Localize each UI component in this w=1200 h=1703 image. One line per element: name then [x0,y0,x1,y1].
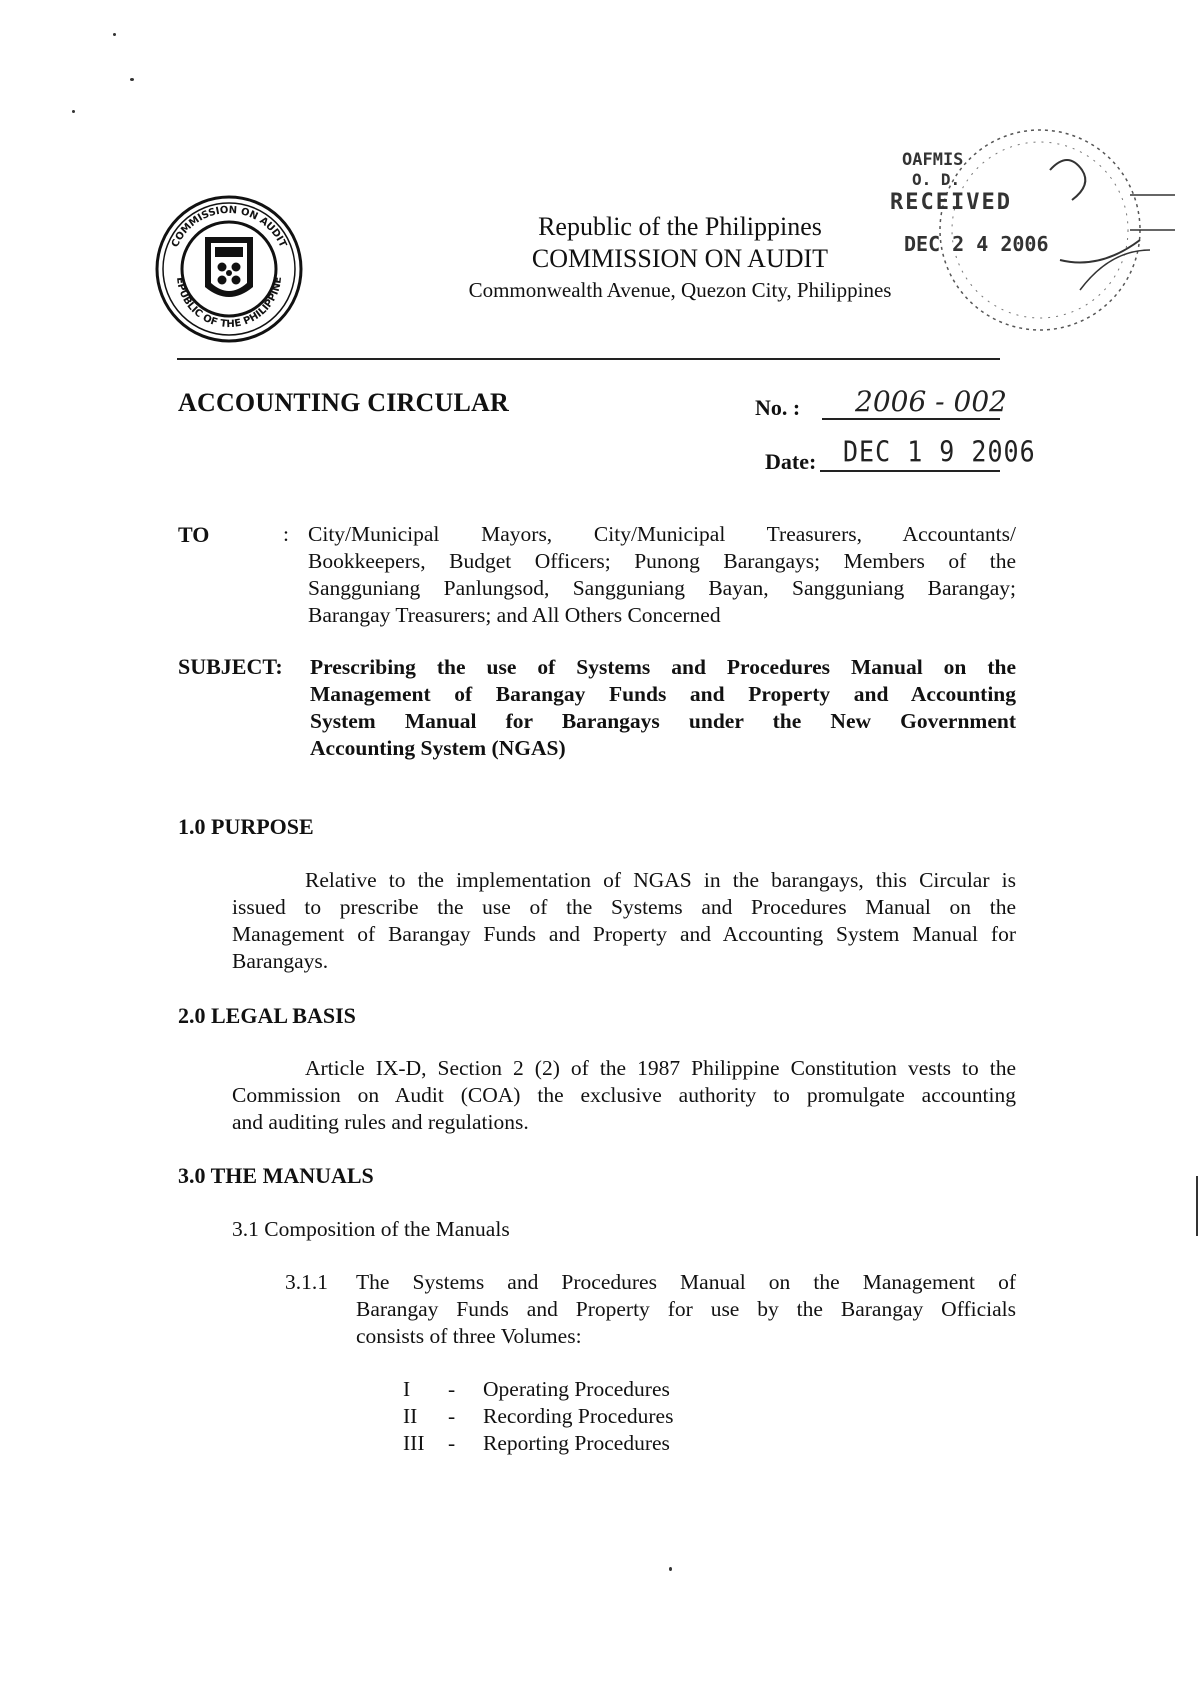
legal-line-3: and auditing rules and regulations. [232,1110,529,1134]
volume-dash: - [448,1377,456,1401]
manuals-item-line-1: The Systems and Procedures Manual on the Management of [356,1270,1016,1294]
stamp-line-4: DEC 2 4 2006 [904,232,1049,256]
to-line-2: Bookkeepers, Budget Officers; Punong Barangays; Members of the [308,549,1016,573]
circular-no-underline [822,418,1000,420]
manuals-item-number: 3.1.1 [285,1270,328,1294]
to-colon: : [283,522,289,546]
manuals-composition-heading: 3.1 Composition of the Manuals [232,1217,510,1241]
header-commission: COMMISSION ON AUDIT [531,244,829,273]
subject-line-2: Management of Barangay Funds and Property and Accounting [310,682,1016,706]
volume-dash: - [448,1404,456,1428]
stamp-line-1: OAFMIS [902,150,964,170]
to-line-3: Sangguniang Panlungsod, Sangguniang Bayan, Sangguniang Barangay; [308,576,1016,600]
subject-line-1: Prescribing the use of Systems and Procedures Manual on the [310,655,1016,679]
purpose-line-4: Barangays. [232,949,329,973]
volume-number: III [403,1431,425,1455]
manuals-item-line-3: consists of three Volumes: [356,1324,582,1348]
circular-date-value: DEC 1 9 2006 [843,434,1036,469]
legal-line-2: Commission on Audit (COA) the exclusive authority to promulgate accounting [232,1083,1016,1107]
circular-no-value: 2006 - 002 [855,385,1007,418]
subject-label: SUBJECT: [178,654,283,679]
to-line-4: Barangay Treasurers; and All Others Concerned [308,603,721,627]
purpose-line-1: Relative to the implementation of NGAS in the barangays, this Circular is [305,868,1016,892]
stamp-line-2: O. D. [912,170,961,189]
header-address: Commonwealth Avenue, Quezon City, Philippines [468,278,892,302]
to-line-1: City/Municipal Mayors, City/Municipal Treasurers, Accountants/ [308,522,1016,546]
volume-number: I [403,1377,411,1401]
volume-name: Reporting Procedures [483,1431,670,1455]
svg-text:REPUBLIC OF THE PHILIPPINES: EPUBLIC OF THE PHILIPPINE [173,276,285,331]
section-legal-heading: 2.0 LEGAL BASIS [178,1003,356,1028]
volume-name: Recording Procedures [483,1404,674,1428]
legal-line-1: Article IX-D, Section 2 (2) of the 1987 Philippine Constitution vests to the [305,1056,1016,1080]
volume-number: II [403,1404,418,1428]
subject-line-4: Accounting System (NGAS) [310,736,566,760]
purpose-line-3: Management of Barangay Funds and Property and Accounting System Manual for [232,922,1016,946]
purpose-line-2: issued to prescribe the use of the Systems and Procedures Manual on the [232,895,1016,919]
received-stamp-icon [880,120,1180,350]
header-divider [177,358,1000,360]
manuals-item-line-2: Barangay Funds and Property for use by the Barangay Officials [356,1297,1016,1321]
svg-text:COMMISSION ON AUDIT: COMMISSION ON AUDIT [169,204,289,250]
header-republic: Republic of the Philippines [538,212,822,241]
stamp-line-3: RECEIVED [890,190,1012,215]
volume-name: Operating Procedures [483,1377,670,1401]
volume-dash: - [448,1431,456,1455]
circular-date-label: Date: [765,449,817,474]
subject-line-3: System Manual for Barangays under the New Government [310,709,1016,733]
circular-title: ACCOUNTING CIRCULAR [178,388,509,417]
circular-date-underline [820,470,1000,472]
section-purpose-heading: 1.0 PURPOSE [178,814,314,839]
section-manuals-heading: 3.0 THE MANUALS [178,1163,374,1188]
commission-on-audit-seal-icon [155,195,303,343]
circular-no-label: No. : [755,395,801,420]
to-label: TO [178,522,210,547]
